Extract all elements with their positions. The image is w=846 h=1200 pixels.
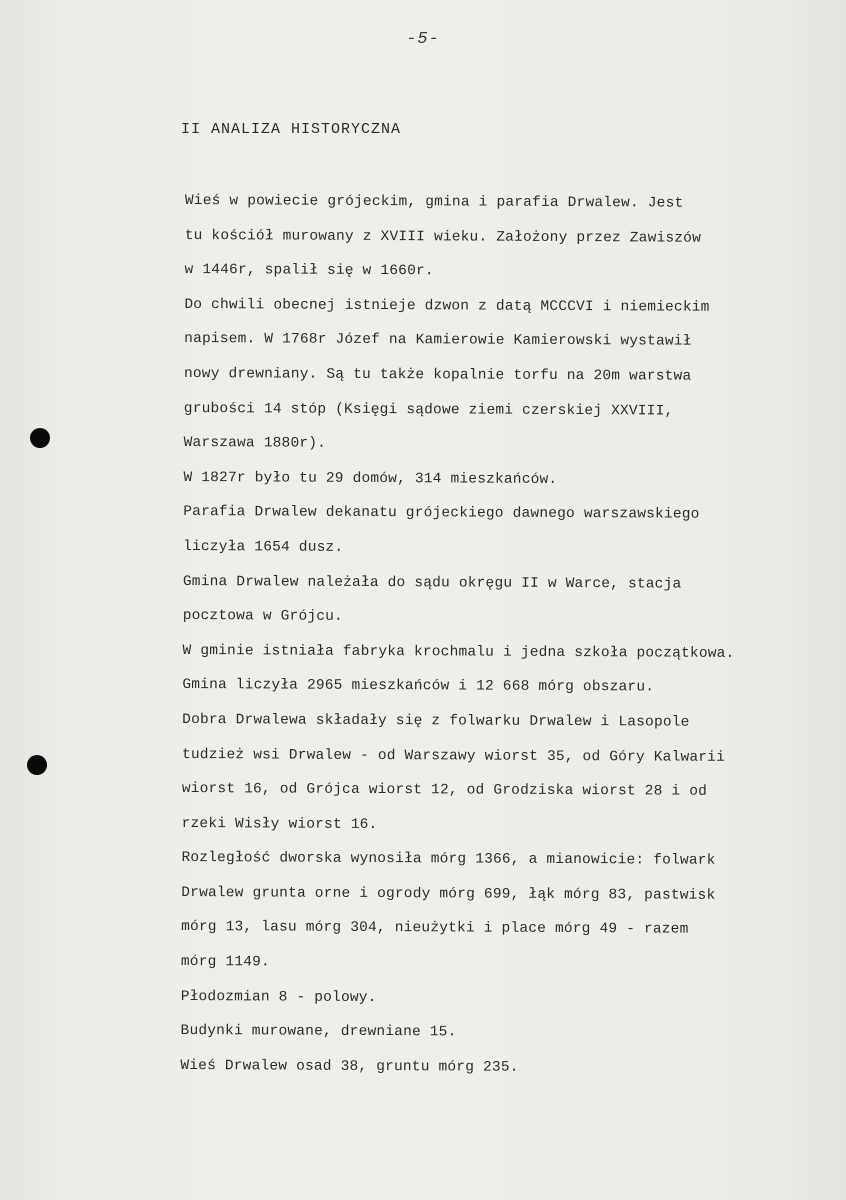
text-line: Parafia Drwalew dekanatu grójeckiego dawnego warszawskiego [183,504,700,524]
text-line: Budynki murowane, drewniane 15. [180,1023,457,1041]
page-number: -5- [406,30,440,49]
text-line: tudzież wsi Drwalew - od Warszawy wiorst 35, od Góry Kalwarii [181,746,726,766]
text-line: W gminie istniała fabryka krochmalu i jedna szkoła początkowa. [182,642,735,662]
text-line: Gmina Drwalew należała do sądu okręgu II w Warce, stacja [182,573,682,593]
text-line: wiorst 16, od Grójca wiorst 12, od Grodziska wiorst 28 i od [181,781,708,800]
text-line: nowy drewniany. Są tu także kopalnie torfu na 20m warstwa [183,365,692,385]
punch-hole-bottom [27,755,47,775]
text-line: Do chwili obecnej istnieje dzwon z datą MCCCVI i niemieckim [184,296,710,316]
text-line: grubości 14 stóp (Księgi sądowe ziemi czerskiej XXVIII, [183,400,674,420]
punch-hole-top [30,428,50,448]
section-heading: II ANALIZA HISTORYCZNA [181,121,402,138]
text-line: Warszawa 1880r). [183,435,327,452]
body-text [180,184,825,1087]
text-line: rzeki Wisły wiorst 16. [181,815,378,833]
text-line: Rozległość dworska wynosiła mórg 1366, a mianowicie: folwark [181,850,716,870]
text-line: mórg 13, lasu mórg 304, nieużytki i place mórg 49 - razem [181,919,689,939]
text-line: W 1827r było tu 29 domów, 314 mieszkańców. [183,469,558,488]
text-line: pocztowa w Grójcu. [182,608,344,625]
text-line: Wieś Drwalew osad 38, gruntu mórg 235. [180,1057,519,1076]
text-line: Wieś w powiecie grójeckim, gmina i parafia Drwalew. Jest [184,192,684,212]
text-line: Gmina liczyła 2965 mieszkańców i 12 668 mórg obszaru. [182,677,655,696]
text-line: Płodozmian 8 - polowy. [180,988,377,1006]
text-line: napisem. W 1768r Józef na Kamierowie Kamierowski wystawił [184,331,692,351]
text-line: Drwalew grunta orne i ogrody mórg 699, łąk mórg 83, pastwisk [181,884,716,904]
text-line: Dobra Drwalewa składały się z folwarku Drwalew i Lasopole [182,711,690,731]
text-line: liczyła 1654 dusz. [183,538,344,556]
text-line: mórg 1149. [180,954,270,971]
text-line: w 1446r, spalił się w 1660r. [184,262,434,280]
text-line: tu kościół murowany z XVIII wieku. Założony przez Zawiszów [184,227,702,247]
